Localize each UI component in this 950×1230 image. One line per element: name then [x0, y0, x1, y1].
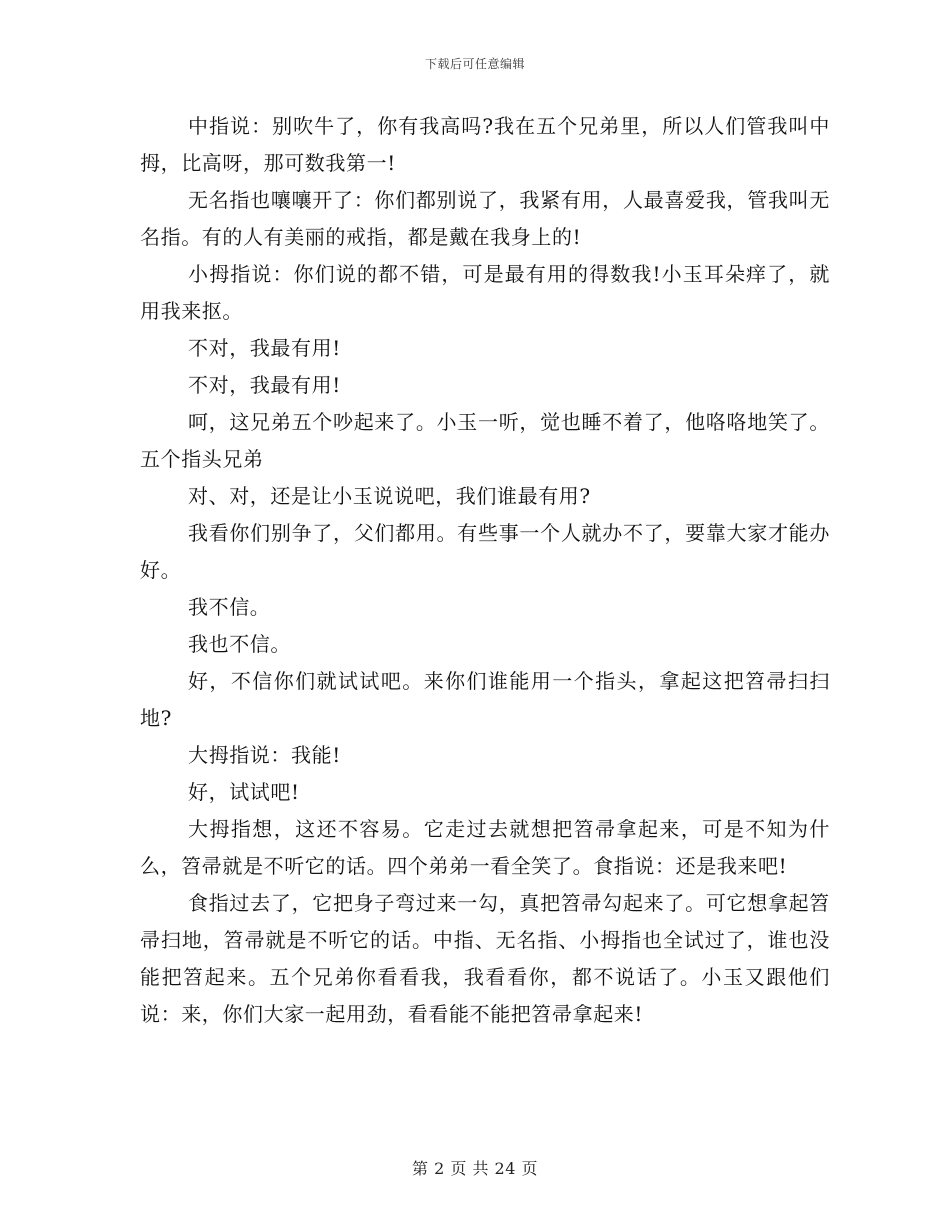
paragraph: 好，试试吧! — [188, 780, 300, 804]
paragraph: 好，不信你们就试试吧。来你们谁能用一个指头，拿起这把笤帚扫扫地? — [140, 669, 830, 730]
paragraph: 小拇指说：你们说的都不错，可是最有用的得数我!小玉耳朵痒了，就用我来抠。 — [140, 262, 830, 323]
paragraph: 中指说：别吹牛了，你有我高吗?我在五个兄弟里，所以人们管我叫中拇，比高呀，那可数我第一! — [140, 114, 830, 175]
paragraph: 我不信。 — [188, 595, 271, 619]
page-number: 第 2 页 共 24 页 — [412, 1159, 538, 1178]
paragraph: 对、对，还是让小玉说说吧，我们谁最有用? — [188, 484, 591, 508]
paragraph: 大拇指说：我能! — [188, 743, 341, 767]
paragraph: 不对，我最有用! — [188, 373, 341, 397]
paragraph: 无名指也嚷嚷开了：你们都别说了，我紧有用，人最喜爱我，管我叫无名指。有的人有美丽的戒指，都是戴在我身上的! — [140, 188, 830, 249]
paragraph: 食指过去了，它把身子弯过来一勾，真把笤帚勾起来了。可它想拿起笤帚扫地，笤帚就是不听它的话。中指、无名指、小拇指也全试过了，谁也没能把笤起来。五个兄弟你看看我，我看看你，都不说话了。小玉又跟他们说：来，你们大家一起用劲，看看能不能把笤帚拿起来! — [140, 891, 830, 1026]
paragraph: 我也不信。 — [188, 632, 291, 656]
paragraph: 大拇指想，这还不容易。它走过去就想把笤帚拿起来，可是不知为什么，笤帚就是不听它的话。四个弟弟一看全笑了。食指说：还是我来吧! — [140, 817, 830, 878]
body-text — [140, 108, 830, 1033]
paragraph: 呵，这兄弟五个吵起来了。小玉一听，觉也睡不着了，他咯咯地笑了。五个指头兄弟 — [140, 410, 830, 471]
paragraph: 不对，我最有用! — [188, 336, 341, 360]
paragraph: 我看你们别争了，父们都用。有些事一个人就办不了，要靠大家才能办好。 — [140, 521, 830, 582]
header-note: 下载后可任意编辑 — [424, 57, 525, 71]
